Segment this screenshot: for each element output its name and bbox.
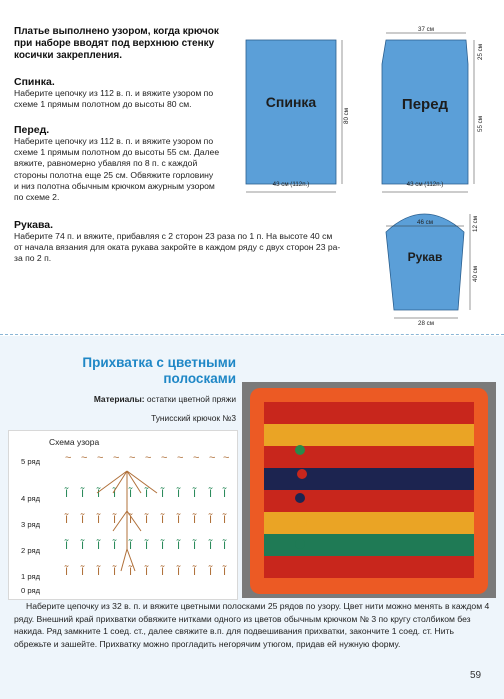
stitch-symbol: Ĩ [97,488,101,500]
stitch-symbol: Ĩ [223,488,227,500]
stitch-symbol: Ĩ [145,540,149,552]
potholder-photo [242,382,496,598]
stitch-symbol: Ĩ [177,514,181,526]
sleeve-title: Рукава. [14,219,54,231]
front-section [14,124,234,203]
stitch-symbol: Ĩ [145,566,149,578]
stitch-symbol: Ĩ [193,540,197,552]
stitch-symbol: Ĩ [129,488,133,500]
stitch-symbol: ~ [113,452,120,464]
back-piece-shape [246,40,336,184]
stitch-symbol: Ĩ [129,566,133,578]
stitch-symbol: ~ [209,452,216,464]
potholder-stripes [264,402,474,578]
stitch-symbol: ~ [129,452,136,464]
stitch-symbol: ~ [161,452,168,464]
section-divider [0,334,504,335]
stitch-symbol: Ĩ [113,566,117,578]
stitch-symbol: Ĩ [97,540,101,552]
sleeve-line: Наберите 74 п. и вяжите, прибавляя с 2 сторон 23 раза по 1 п. На высоте 40 см [14,231,333,241]
stripe [264,556,474,578]
stripe [264,490,474,512]
materials-label: Материалы: [93,394,145,404]
potholder-title [40,355,236,387]
back-title: Спинка. [14,76,55,88]
front-upper-dim: 25 см [477,44,484,60]
intro-line: Платье выполнено узором, когда крючок [14,26,219,37]
stripe [264,424,474,446]
row-label: 0 ряд [21,586,41,595]
pattern-pieces [236,20,500,332]
stitch-symbol: Ĩ [113,488,117,500]
stitch-scheme [8,430,238,600]
stitch-symbol: Ĩ [161,566,165,578]
sleeve-height-dim: 40 см [472,266,479,282]
front-piece-label: Перед [401,96,449,113]
stitch-symbol: Ĩ [81,566,85,578]
stitch-symbol: ~ [65,452,72,464]
instructions-text: Наберите цепочку из 32 в. п. и вяжите цветными полосками 25 рядов по узору. Цвет нити можно менять в каждом 4 ряду. Внешний край прихватки обвяжите нитками одного из цветов обычным крючком № 3 по кругу столбиком без накида. Ряд замкните 1 соед. ст., далее свяжите в.п. для подвешивания прихватки, закончите 1 соед. ст. Нить обрежьте и зашейте. Прихватку можно прогладить негорячим утюгом, придав ей нужную форму. [14,601,490,649]
stitch-symbol: Ĩ [193,514,197,526]
stitch-symbol: Ĩ [223,514,227,526]
scheme-drawing [9,431,237,599]
front-line: вяжите, равномерно убавляя по 8 п. с каждой [14,158,198,169]
stitch-symbol: Ĩ [97,514,101,526]
row-label: 4 ряд [21,494,41,503]
stitch-symbol: Ĩ [209,488,213,500]
row-label: 5 ряд [21,457,41,466]
front-top-dim: 37 см [418,26,434,33]
stitch-symbol: Ĩ [161,540,165,552]
intro-line: косички закрепления. [14,50,122,61]
potholder-image [242,382,496,598]
stitch-symbol: Ĩ [129,514,133,526]
front-width-dim: 43 см (112п.) [406,181,444,188]
potholder-title-line: полосками [163,371,236,386]
front-line: по схеме 2. [14,192,60,203]
stitch-symbol: Ĩ [145,514,149,526]
sleeve-line: от начала вязания для оката рукава закройте в каждом ряду с двух сторон 23 ра- [14,242,341,253]
stitch-symbol: ~ [81,452,88,464]
stitch-symbol: Ĩ [209,540,213,552]
front-line: и низ полотна обычным крючком ажурным узором [14,180,215,191]
row-label: 2 ряд [21,546,41,555]
row-label: 3 ряд [21,520,41,529]
stitch-symbol: Ĩ [81,540,85,552]
row-label: 1 ряд [21,572,41,581]
stitch-symbol: Ĩ [177,540,181,552]
stitch-symbol: Ĩ [193,488,197,500]
stitch-symbol: Ĩ [161,488,165,500]
stitch-symbol: Ĩ [65,514,69,526]
stitch-symbol: Ĩ [113,540,117,552]
stitch-symbol: ~ [193,452,200,464]
stitch-symbol: Ĩ [145,488,149,500]
back-section [14,76,234,110]
back-width-dim: 43 см (112п.) [272,181,310,188]
stitch-grid [64,452,229,578]
back-height-dim: 80 см [343,108,350,124]
materials-text: остатки цветной пряжи [146,394,236,404]
back-line: схеме 1 прямым полотном до высоты 80 см. [14,99,192,110]
sleeve-cap-dim: 12 см [472,216,479,232]
stitch-symbol: Ĩ [65,566,69,578]
stitch-symbol: Ĩ [223,540,227,552]
stitch-symbol: Ĩ [65,488,69,500]
front-title: Перед. [14,124,50,136]
sleeve-line: за по 2 п. [14,253,52,264]
sleeve-piece-label: Рукав [407,250,443,264]
stitch-symbol: Ĩ [81,514,85,526]
page-number: 59 [470,670,482,681]
sleeve-top-dim: 46 см [417,219,433,226]
stitch-symbol: Ĩ [81,488,85,500]
stitch-symbol: Ĩ [65,540,69,552]
intro-text [14,26,224,62]
materials-line [40,394,236,404]
front-line: схеме 1 прямым полотном до высоты 55 см. Далее [14,147,220,158]
back-line: Наберите цепочку из 112 в. п. и вяжите узором по [14,88,214,98]
front-lower-dim: 55 см [477,116,484,132]
stitch-symbol: ~ [145,452,152,464]
stitch-symbol: ~ [97,452,104,464]
stitch-symbol: ~ [223,452,230,464]
stripe [264,468,474,490]
stitch-symbol: Ĩ [97,566,101,578]
sleeve-width-dim: 28 см [418,320,434,327]
intro-line: при наборе вводят под верхнюю стенку [14,38,215,49]
back-piece-label: Спинка [265,94,317,110]
stitch-symbol: Ĩ [161,514,165,526]
stitch-symbol: Ĩ [113,514,117,526]
stitch-symbol: Ĩ [177,488,181,500]
front-line: Наберите цепочку из 112 в. п. и вяжите узором по [14,136,214,146]
stitch-symbol: Ĩ [129,540,133,552]
stitch-symbol: Ĩ [209,566,213,578]
stitch-symbol: Ĩ [193,566,197,578]
stripe [264,512,474,534]
stitch-symbol: Ĩ [177,566,181,578]
stitch-symbol: Ĩ [209,514,213,526]
front-line: стороны полотна еще 25 см. Обвяжите горловину [14,169,214,180]
stitch-symbol: Ĩ [223,566,227,578]
hook-size: Тунисский крючок №3 [151,413,236,423]
scheme-title: Схема узора [49,437,100,447]
stitch-symbol: ~ [177,452,184,464]
potholder-title-line: Прихватка с цветными [82,355,236,370]
